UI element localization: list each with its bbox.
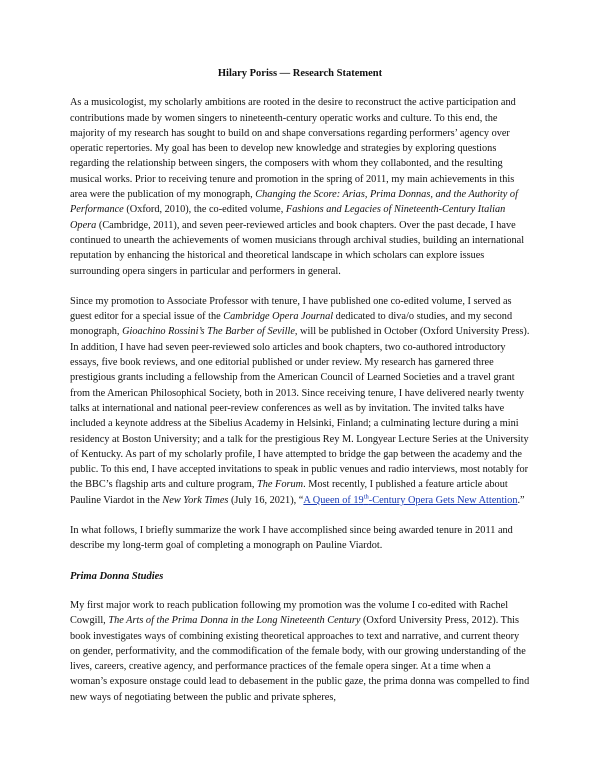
book-title: Fashions and Legacies of Nineteenth-Century Italian Opera (70, 204, 506, 231)
page-title: Hilary Poriss — Research Statement (217, 68, 383, 79)
paragraph-since-promotion: Since my promotion to Associate Professor with tenure, I have published one co-edited volume, I served as guest editor for a special issue of the Cambridge Opera Journal dedicated to diva/o studies, and my second monograph, Gioachino Rossini’s The Barber of Seville, will be published in October (Oxford University Press). In addition, I have had seven peer-reviewed solo articles and book chapters, two co-authored introductory essays, five book reviews, and one editorial published or under review. My research has garnered three prestigious grants including a fellowship from the American Council of Learned Societies and a travel grant from the American Philosophical Society, both in 2013. Since receiving tenure, I have delivered nearly twenty talks at international and national peer-review conferences as well as by invitation. The invited talks have included a keynote address at the Sibelius Academy in Helsinki, Finland; a culminating lecture during a mini residency at Boston University; and a talk for the prestigious Rey M. Longyear Lecture Series at the University of Kentucky. As part of my scholarly profile, I have attempted to bridge the gap between the academy and the public. To this end, I have accepted invitations to speak in public venues and radio interviews, most notably for the BBC’s flagship arts and culture program, The Forum. Most recently, I published a feature article about Pauline Viardot in the New York Times (July 16, 2021), “A Queen of 19th-Century Opera Gets New Attention.” (70, 295, 530, 506)
nyt-article-link[interactable]: A Queen of 19th-Century Opera Gets New Attention (303, 493, 518, 506)
paragraph-intro: As a musicologist, my scholarly ambitions are rooted in the desire to reconstruct the active participation and contributions made by women singers to nineteenth-century operatic works and culture. To this end, the majority of my research has sought to build on and shape conversations regarding performers’ agency over operatic repertories. My goal has been to develop new knowledge and strategies by exploring questions regarding the relationship between singers, the composers with whom they collabonted, and the resulting musical works. Prior to receiving tenure and promotion in the spring of 2011, my main achievements in this area were the publication of my monograph, Changing the Score: Arias, Prima Donnas, and the Authority of Performance (Oxford, 2010), the co-edited volume, Fashions and Legacies of Nineteenth-Century Italian Opera (Cambridge, 2011), and seven peer-reviewed articles and book chapters. Over the past decade, I have continued to unearth the achievements of women musicians through archival studies, building an international reputation by enhancing the historical and theoretical landscape in which scholars can explore issues surrounding opera singers in particular and performers in general. (70, 97, 525, 277)
book-title: Gioachino Rossini’s The Barber of Seville (122, 326, 295, 338)
paragraph-summary: In what follows, I briefly summarize the work I have accomplished since being awarded tenure in 2011 and describe my long-term goal of completing a monograph on Pauline Viardot. (70, 525, 513, 552)
journal-title: Cambridge Opera Journal (223, 311, 334, 323)
book-title: The Arts of the Prima Donna in the Long Nineteenth Century (108, 615, 361, 627)
book-title: Changing the Score: Arias, Prima Donnas, and the Authority of Performance (70, 189, 518, 216)
section-heading: Prima Donna Studies (70, 570, 164, 582)
program-title: The Forum (257, 479, 304, 491)
newspaper-title: New York Times (162, 494, 229, 506)
paragraph-prima-donna: My first major work to reach publication following my promotion was the volume I co-edited with Rachel Cowgill, The Arts of the Prima Donna in the Long Nineteenth Century (Oxford University Press, 2012). This book investigates ways of combining existing theoretical approaches to text and narrative, and current theory on gender, performativity, and the commodification of the female body, with our growing understanding of the lives, careers, creative agency, and performance practices of the female opera singer. At a time when a woman’s exposure onstage could lead to debasement in the public gaze, the prima donna was compelled to find new ways of negotiating between the public and private spheres, (70, 599, 530, 703)
